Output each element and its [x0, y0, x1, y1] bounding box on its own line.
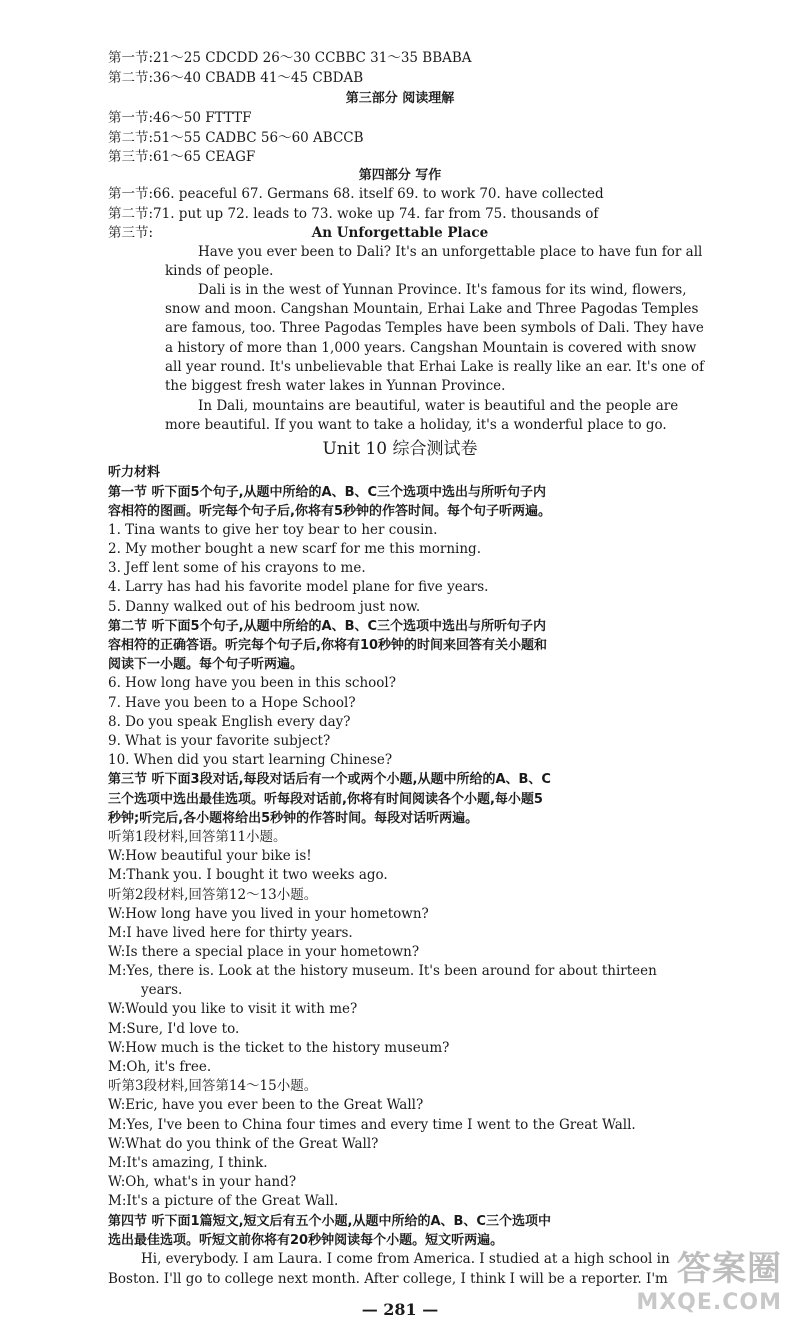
section1-instructions: 容相符的图画。听完每个句子后,你将有5秒钟的作答时间。每个句子听两遍。 — [108, 504, 551, 519]
sentence-3: 3. Jeff lent some of his crayons to me. — [108, 560, 366, 576]
essay-line: Dali is in the west of Yunnan Province. It's famous for its wind, flowers, — [198, 282, 687, 298]
answer-line-6: 第一节:66. peaceful 67. Germans 68. itself 69. to work 70. have collected — [108, 186, 604, 202]
sentence-6: 6. How long have you been in this school? — [108, 675, 396, 691]
part3-heading: 第三部分 阅读理解 — [345, 91, 455, 106]
section1-instructions: 第一节 听下面5个句子,从题中所给的A、B、C三个选项中选出与所听句子内 — [108, 485, 547, 500]
dialogue-line: M:I have lived here for thirty years. — [108, 925, 353, 941]
dialogue2-intro: 听第2段材料,回答第12～13小题。 — [108, 887, 318, 903]
watermark-logo — [636, 1241, 782, 1315]
section3-instructions: 第三节 听下面3段对话,每段对话后有一个或两个小题,从题中所给的A、B、C — [108, 772, 551, 787]
answer-line-4: 第二节:51～55 CADBC 56～60 ABCCB — [108, 130, 364, 146]
sentence-9: 9. What is your favorite subject? — [108, 733, 331, 749]
dialogue-line: M:Sure, I'd love to. — [108, 1021, 240, 1037]
sentence-5: 5. Danny walked out of his bedroom just now. — [108, 599, 421, 615]
passage-line: Boston. I'll go to college next month. After college, I think I will be a reporter. I'm — [108, 1271, 668, 1287]
dialogue-line: W:Would you like to visit it with me? — [108, 1001, 358, 1017]
section2-instructions: 容相符的正确答语。听完每个句子后,你将有10秒钟的时间来回答有关小题和 — [108, 638, 548, 653]
section3-instructions: 秒钟;听完后,各小题将给出5秒钟的作答时间。每段对话听两遍。 — [108, 811, 479, 826]
sentence-1: 1. Tina wants to give her toy bear to her cousin. — [108, 522, 438, 538]
dialogue-line: W:How beautiful your bike is! — [108, 848, 312, 864]
essay-title: An Unforgettable Place — [311, 225, 489, 241]
dialogue-line: M:Yes, there is. Look at the history museum. It's been around for about thirteen — [108, 963, 657, 979]
essay-line: a history of more than 1,000 years. Cangshan Mountain is covered with snow — [165, 340, 697, 356]
listening-heading: 听力材料 — [108, 465, 161, 480]
dialogue-line: W:What do you think of the Great Wall? — [108, 1136, 379, 1152]
essay-line: more beautiful. If you want to take a holiday, it's a wonderful place to go. — [165, 417, 667, 433]
essay-line: are famous, too. Three Pagodas Temples have been symbols of Dali. They have — [165, 320, 704, 336]
dialogue-line: M:It's a picture of the Great Wall. — [108, 1193, 339, 1209]
section4-instructions: 第四节 听下面1篇短文,短文后有五个小题,从题中所给的A、B、C三个选项中 — [108, 1214, 551, 1229]
page-number: — 281 — — [361, 1300, 439, 1319]
dialogue-line: W:Is there a special place in your hometown? — [108, 944, 420, 960]
sentence-10: 10. When did you start learning Chinese? — [108, 752, 393, 768]
sentence-8: 8. Do you speak English every day? — [108, 714, 351, 730]
answer-line-2: 第二节:36～40 CBADB 41～45 CBDAB — [108, 70, 364, 86]
section4-instructions: 选出最佳选项。听短文前你将有20秒钟阅读每个小题。短文听两遍。 — [108, 1233, 504, 1248]
unit-title: Unit 10 综合测试卷 — [322, 439, 478, 459]
watermark-bottom: MXQE.COM — [636, 1290, 782, 1315]
section3-instructions: 三个选项中选出最佳选项。听每段对话前,你将有时间阅读各个小题,每小题5 — [108, 792, 543, 807]
dialogue-line: M:Yes, I've been to China four times and every time I went to the Great Wall. — [108, 1117, 636, 1133]
essay-line: snow and moon. Cangshan Mountain, Erhai Lake and Three Pagodas Temples — [165, 301, 699, 317]
dialogue-line: M:Thank you. I bought it two weeks ago. — [108, 867, 388, 883]
dialogue1-intro: 听第1段材料,回答第11小题。 — [108, 829, 287, 845]
essay-line: the biggest fresh water lakes in Yunnan Province. — [165, 378, 506, 394]
dialogue-line: W:How long have you lived in your hometown? — [108, 906, 429, 922]
dialogue-line: M:Oh, it's free. — [108, 1059, 212, 1075]
essay-line: all year round. It's unbelievable that Erhai Lake is really like an ear. It's one of — [165, 359, 705, 375]
watermark-top: 答案圈 — [677, 1249, 782, 1289]
section2-instructions: 阅读下一小题。每个句子听两遍。 — [108, 657, 304, 672]
essay-line: Have you ever been to Dali? It's an unforgettable place to have fun for all — [198, 244, 703, 260]
answer-line-7: 第二节:71. put up 72. leads to 73. woke up 74. far from 75. thousands of — [108, 206, 599, 222]
sentence-4: 4. Larry has had his favorite model plane for five years. — [108, 579, 489, 595]
answer-line-8: 第三节: — [108, 225, 154, 241]
passage-line: Hi, everybody. I am Laura. I come from America. I studied at a high school in — [141, 1251, 670, 1267]
dialogue-line: M:It's amazing, I think. — [108, 1155, 268, 1171]
part4-heading: 第四部分 写作 — [358, 168, 442, 183]
dialogue-line: W:Oh, what's in your hand? — [108, 1174, 297, 1190]
dialogue-line: W:How much is the ticket to the history museum? — [108, 1040, 450, 1056]
essay-line: In Dali, mountains are beautiful, water is beautiful and the people are — [198, 398, 679, 414]
answer-line-1: 第一节:21～25 CDCDD 26～30 CCBBC 31～35 BBABA — [108, 50, 472, 66]
dialogue3-intro: 听第3段材料,回答第14～15小题。 — [108, 1078, 318, 1094]
dialogue-line: years. — [141, 982, 183, 998]
answer-line-3: 第一节:46～50 FTTTF — [108, 110, 252, 126]
answer-line-5: 第三节:61～65 CEAGF — [108, 149, 256, 165]
dialogue-line: W:Eric, have you ever been to the Great Wall? — [108, 1097, 424, 1113]
sentence-2: 2. My mother bought a new scarf for me this morning. — [108, 541, 481, 557]
sentence-7: 7. Have you been to a Hope School? — [108, 695, 356, 711]
essay-line: kinds of people. — [165, 263, 274, 279]
section2-instructions: 第二节 听下面5个句子,从题中所给的A、B、C三个选项中选出与所听句子内 — [108, 619, 547, 634]
